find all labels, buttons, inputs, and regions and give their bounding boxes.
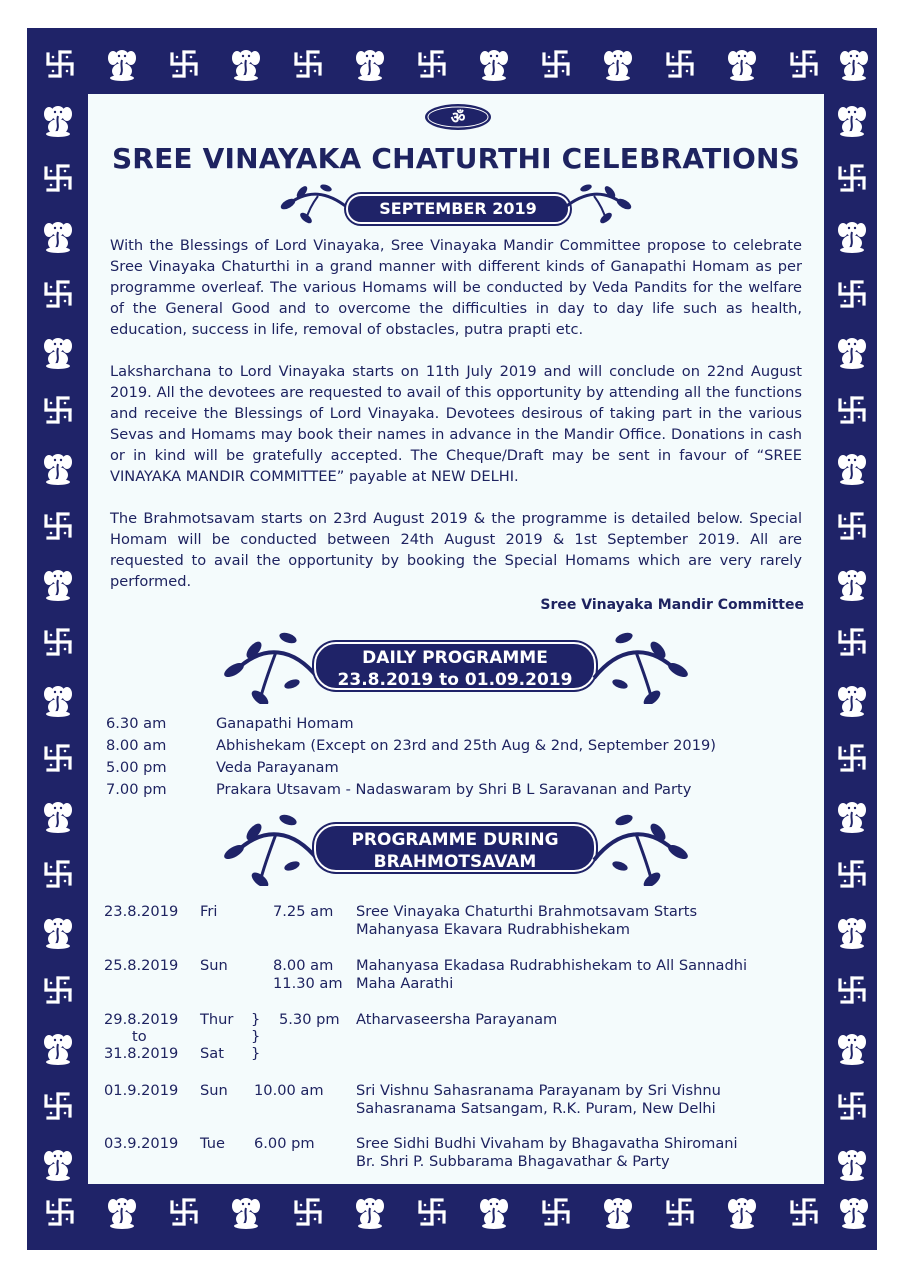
schedule-day: Sat: [200, 1045, 224, 1062]
ganesha-icon: [40, 334, 76, 370]
swastika-icon: [834, 1088, 870, 1124]
brahmotsavam-heading: PROGRAMME DURING BRAHMOTSAVAM: [314, 824, 596, 872]
ganesha-icon: [40, 1146, 76, 1182]
schedule-event: Sri Vishnu Sahasranama Parayanam by Sri Vishnu: [356, 1082, 721, 1099]
swastika-icon: [834, 972, 870, 1008]
schedule-event: Mahanyasa Ekavara Rudrabhishekam: [356, 921, 630, 938]
ganesha-icon: [40, 1030, 76, 1066]
ganesha-icon: [834, 218, 870, 254]
schedule-time: 6.00 pm: [254, 1135, 315, 1152]
daily-item-event: Abhishekam (Except on 23rd and 25th Aug & 2nd, September 2019): [216, 737, 716, 754]
ganesha-icon: [40, 798, 76, 834]
ganesha-icon: [104, 1194, 140, 1230]
daily-item-time: 6.30 am: [106, 715, 167, 732]
schedule-event: Sahasranama Satsangam, R.K. Puram, New Delhi: [356, 1100, 716, 1117]
swastika-icon: [834, 276, 870, 312]
vine-ornament-right: [592, 628, 692, 704]
schedule-brace: }: [251, 1045, 261, 1062]
swastika-icon: [40, 276, 76, 312]
schedule-time: 11.30 am: [273, 975, 343, 992]
daily-item-event: Veda Parayanam: [216, 759, 339, 776]
swastika-icon: [662, 1194, 698, 1230]
daily-item-time: 8.00 am: [106, 737, 167, 754]
swastika-icon: [290, 46, 326, 82]
swastika-icon: [40, 972, 76, 1008]
vine-ornament-right: [562, 182, 634, 224]
ganesha-icon: [40, 218, 76, 254]
committee-signature: Sree Vinayaka Mandir Committee: [540, 597, 804, 613]
ganesha-icon: [834, 798, 870, 834]
swastika-icon: [166, 46, 202, 82]
schedule-day: Fri: [200, 903, 218, 920]
swastika-icon: [538, 1194, 574, 1230]
ganesha-icon: [40, 566, 76, 602]
ganesha-icon: [352, 46, 388, 82]
schedule-event: Maha Aarathi: [356, 975, 454, 992]
swastika-icon: [40, 740, 76, 776]
ganesha-icon: [834, 914, 870, 950]
swastika-icon: [834, 624, 870, 660]
schedule-event: Sree Vinayaka Chaturthi Brahmotsavam Starts: [356, 903, 698, 920]
schedule-date: to: [132, 1028, 147, 1045]
swastika-icon: [414, 1194, 450, 1230]
ganesha-icon: [834, 682, 870, 718]
schedule-date: 01.9.2019: [104, 1082, 179, 1099]
swastika-icon: [40, 624, 76, 660]
schedule-time: 8.00 am: [273, 957, 334, 974]
ganesha-icon: [834, 102, 870, 138]
ganesha-icon: [228, 1194, 264, 1230]
ganesha-icon: [104, 46, 140, 82]
swastika-icon: [662, 46, 698, 82]
schedule-day: Thur: [200, 1011, 234, 1028]
swastika-icon: [834, 160, 870, 196]
ganesha-icon: [836, 46, 872, 82]
ganesha-icon: [834, 566, 870, 602]
intro-paragraph-3: The Brahmotsavam starts on 23rd August 2019 & the programme is detailed below. Special Homam will be conducted between 24th August 2019 & 1st September 2019. All are requested to avail the opportunity by booking the Special Homams which are very rarely performed.: [110, 510, 802, 590]
schedule-date: 23.8.2019: [104, 903, 179, 920]
ganesha-icon: [352, 1194, 388, 1230]
swastika-icon: [40, 392, 76, 428]
ganesha-icon: [228, 46, 264, 82]
date-badge: SEPTEMBER 2019: [346, 194, 570, 224]
swastika-icon: [786, 1194, 822, 1230]
daily-programme-heading: DAILY PROGRAMME 23.8.2019 to 01.09.2019: [314, 642, 596, 690]
schedule-brace: }: [251, 1028, 261, 1045]
ganesha-icon: [600, 1194, 636, 1230]
intro-paragraph-2: Laksharchana to Lord Vinayaka starts on 11th July 2019 and will conclude on 22nd August 2019. All the devotees are requested to avail of this opportunity by attending all the functions and receive the Blessings of Lord Vinayaka. Devotees desirous of taking part in the various Sevas and Homams may book their names in advance in the Mandir Office. Donations in cash or in kind will be gratefully accepted. The Cheque/Draft may be sent in favour of “SREE VINAYAKA MANDIR COMMITTEE” payable at NEW DELHI.: [110, 363, 802, 485]
swastika-icon: [166, 1194, 202, 1230]
ganesha-icon: [40, 102, 76, 138]
vine-ornament-left: [278, 182, 350, 224]
ganesha-icon: [40, 914, 76, 950]
daily-item-time: 5.00 pm: [106, 759, 167, 776]
ganesha-icon: [476, 46, 512, 82]
intro-paragraph-1: With the Blessings of Lord Vinayaka, Sree Vinayaka Mandir Committee propose to celebrate Sree Vinayaka Chaturthi in a grand manner with different kinds of Ganapathi Homam as per programme overleaf. The various Homams will be conducted by Veda Pandits for the welfare of the General Good and to overcome the difficulties in day to day life such as health, education, success in life, removal of obstacles, putra prapti etc.: [110, 237, 802, 338]
swastika-icon: [538, 46, 574, 82]
schedule-brace: }: [251, 1011, 261, 1028]
vine-ornament-right: [592, 810, 692, 886]
schedule-day: Tue: [200, 1135, 225, 1152]
schedule-time: 5.30 pm: [279, 1011, 340, 1028]
swastika-icon: [834, 856, 870, 892]
schedule-event: Atharvaseersha Parayanam: [356, 1011, 558, 1028]
swastika-icon: [834, 740, 870, 776]
vine-ornament-left: [220, 628, 320, 704]
schedule-event: Mahanyasa Ekadasa Rudrabhishekam to All Sannadhi: [356, 957, 748, 974]
ganesha-icon: [40, 450, 76, 486]
swastika-icon: [40, 1088, 76, 1124]
om-logo: [423, 102, 493, 132]
swastika-icon: [786, 46, 822, 82]
ganesha-icon: [834, 1030, 870, 1066]
schedule-day: Sun: [200, 957, 228, 974]
ganesha-icon: [834, 450, 870, 486]
schedule-event: Br. Shri P. Subbarama Bhagavathar & Party: [356, 1153, 670, 1170]
schedule-date: 29.8.2019: [104, 1011, 179, 1028]
invitation-panel: [88, 94, 824, 1184]
swastika-icon: [834, 392, 870, 428]
ganesha-icon: [836, 1194, 872, 1230]
swastika-icon: [42, 1194, 78, 1230]
ganesha-icon: [724, 1194, 760, 1230]
swastika-icon: [42, 46, 78, 82]
schedule-date: 03.9.2019: [104, 1135, 179, 1152]
daily-item-time: 7.00 pm: [106, 781, 167, 798]
ganesha-icon: [476, 1194, 512, 1230]
daily-item-event: Prakara Utsavam - Nadaswaram by Shri B L Saravanan and Party: [216, 781, 692, 798]
swastika-icon: [40, 508, 76, 544]
ganesha-icon: [40, 682, 76, 718]
vine-ornament-left: [220, 810, 320, 886]
swastika-icon: [290, 1194, 326, 1230]
daily-item-event: Ganapathi Homam: [216, 715, 354, 732]
svg-text:ॐ: ॐ: [450, 108, 466, 127]
ganesha-icon: [834, 334, 870, 370]
swastika-icon: [40, 856, 76, 892]
ganesha-icon: [834, 1146, 870, 1182]
swastika-icon: [834, 508, 870, 544]
ganesha-icon: [600, 46, 636, 82]
schedule-date: 25.8.2019: [104, 957, 179, 974]
ganesha-icon: [724, 46, 760, 82]
swastika-icon: [40, 160, 76, 196]
schedule-time: 10.00 am: [254, 1082, 324, 1099]
swastika-icon: [414, 46, 450, 82]
schedule-event: Sree Sidhi Budhi Vivaham by Bhagavatha Shiromani: [356, 1135, 738, 1152]
schedule-day: Sun: [200, 1082, 228, 1099]
schedule-time: 7.25 am: [273, 903, 334, 920]
schedule-date: 31.8.2019: [104, 1045, 179, 1062]
page-title: SREE VINAYAKA CHATURTHI CELEBRATIONS: [111, 142, 801, 175]
